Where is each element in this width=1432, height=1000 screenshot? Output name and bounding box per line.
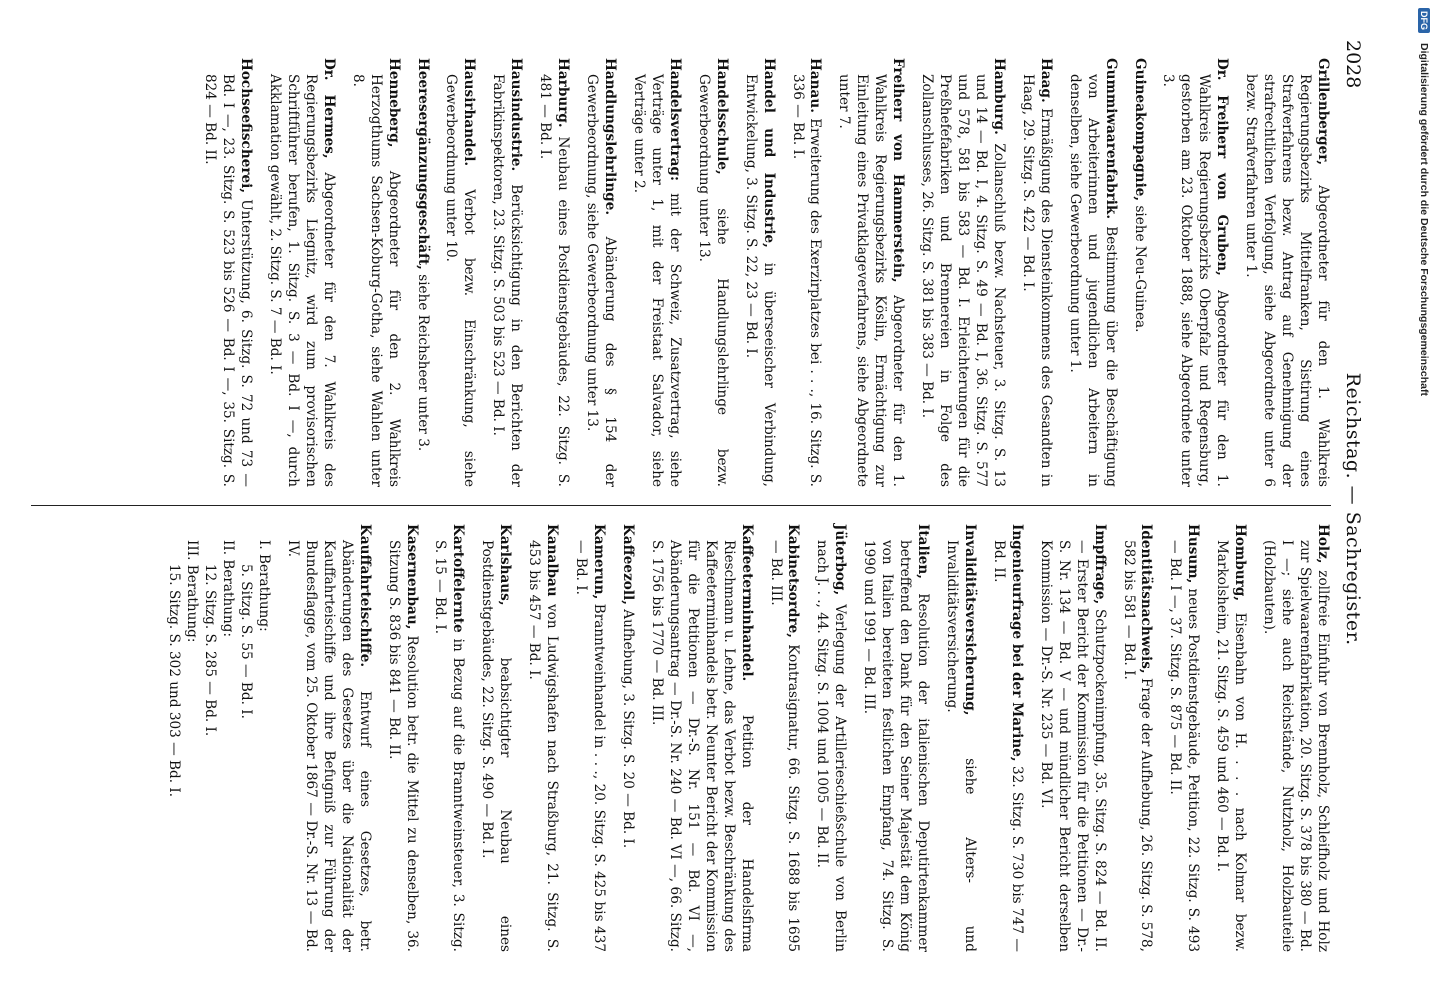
entry-keyword: Italien, (915, 524, 932, 580)
register-entry (431, 524, 467, 952)
register-entry (1212, 524, 1248, 952)
entry-keyword: Harburg. (555, 58, 572, 128)
entry-keyword: Handel und Industrie, (760, 58, 777, 248)
entry-text: Aufhebung, 3. Sitzg. S. 20 — Bd. I. (620, 604, 636, 849)
entry-keyword: Kamerun, (591, 524, 608, 600)
entry-keyword: Handelsvertrag: (666, 58, 683, 181)
register-entry (1130, 58, 1148, 487)
reading-line: I. Berathung: (256, 540, 272, 632)
register-entry (694, 58, 730, 487)
register-entry (348, 58, 402, 487)
register-entry (989, 524, 1025, 952)
register-entry (813, 524, 849, 952)
running-title: Reichstag. — Sachregister. (1342, 372, 1364, 646)
entry-keyword: Kaffeeterminhandel. (738, 524, 755, 682)
entry-keyword: Hausirhandel. (461, 58, 478, 167)
register-entry (741, 58, 777, 487)
reading-line: II. Berathung: (220, 540, 237, 638)
register-entry (477, 524, 513, 952)
entry-keyword: Handlungslehrlinge. (602, 58, 619, 216)
entry-text: Verlegung der Artillerieschießschule von Berlin nach J. . ., 44. Sitzg. S. 1004 und 1005 — Bd. II. (814, 540, 849, 952)
reading-line: 12. Sitzg. S. 285 — Bd. I. (202, 564, 219, 737)
entry-text: Verbot bezw. Einschränkung, siehe Gewerbeordnung unter 10. (443, 74, 478, 487)
page-header (1341, 40, 1382, 970)
reading-line: 15. Sitzg. S. 302 und 303 — Bd. I. (166, 564, 183, 798)
entry-keyword: Hochseefischerei, (238, 58, 255, 194)
entry-text: Neubau eines Postdienstgebäudes, 22. Sitzg. S. 481 — Bd. I. (537, 74, 572, 487)
register-entry (384, 524, 420, 952)
register-entry (488, 58, 524, 487)
entry-text: in Bezug auf die Branntweinsteuer, 3. Sitzg. S. 15 — Bd. I. (432, 540, 467, 952)
register-entry (524, 524, 560, 952)
entry-keyword: Ingenieurfrage bei der Marine, (1008, 524, 1025, 762)
entry-text: Petition der Handelsfirma Rieschmann u. Lehne, das Verbot bezw. Beschränkung des Kaffeeterminhandels betr. Neunter Bericht der Kommission für die Petitionen — Dr.-S. Nr. 151 — Bd. VI —, Abänderungsantrag — Dr.-S. Nr. 240 — Bd. VI —, 66. Sitzg. S. 1756 bis 1770 — Bd. III. (648, 540, 755, 952)
entry-keyword: Husum, (1185, 524, 1202, 584)
entry-text: Abgeordneter für den 1. Wahlkreis Regierungsbezirks Köslin, Ermächtigung zur Einleitung eines Privatklageverfahrens, siehe Abgeordnete unter 7. (836, 74, 907, 488)
entry-text: Abgeordneter für den 1. Wahlkreis Regierungsbezirks Mittelfranken, Sistirung eines Strafverfahrens bezw. Antrag auf Genehmigung der strafrechtlichen Verfolgung, siehe Abgeordnete unter 6 bezw. Strafverfahren unter 1. (1243, 74, 1331, 487)
register-entry (1241, 58, 1331, 487)
entry-text: Bestimmung über die Beschäftigung von Arbeiterinnen und jugendlichen Arbeitern in denselben, siehe Gewerbeordnung unter 1. (1066, 74, 1119, 487)
reading-line: 5. Sitzg. S. 55 — Bd. I. (238, 564, 255, 719)
register-entry (200, 58, 254, 487)
entry-keyword: Dr. Freiherr von Gruben, (1214, 58, 1231, 276)
entry-text: Resolution betr. die Mittel zu denselben, 36. Sitzung S. 836 bis 841 — Bd. II. (385, 540, 420, 952)
entry-keyword: Kasernenbau, (403, 524, 420, 630)
entry-text: siehe Alters- und Invaliditätsversicherung. (944, 540, 978, 952)
entry-keyword: Haag. (1037, 58, 1054, 103)
entry-text: Abänderung des § 154 der Gewerbeordnung, siehe Gewerbeordnung unter 13. (584, 74, 619, 487)
register-entry (413, 58, 431, 487)
entry-keyword: Karlshaus, (497, 524, 514, 606)
entry-text: Schutzpockenimpfung, 35. Sitzg. S. 824 — Bd. II. — Erster Bericht der Kommission für die Petitionen — Dr.-S. Nr. 134 — Bd. V — und mündlicher Bericht derselben Kommission — Dr.-S. Nr. 235 — Bd. VI. (1037, 540, 1108, 952)
dfg-logo: DFG (1418, 8, 1430, 33)
entry-text: Abgeordneter für den 1. Wahlkreis Regierungsbezirks Oberpfalz und Regensburg, gestorben am 23. Oktober 1888, siehe Abgeordnete unter 3. (1160, 74, 1231, 487)
entry-keyword: Kabinetsordre, (785, 524, 802, 639)
reading-line: III. Berathung: (184, 540, 201, 643)
entry-keyword: Kauffahrteischiffe. (356, 524, 373, 668)
entry-keyword: Gummiwaarenfabrik. (1102, 58, 1119, 220)
register-entry (835, 58, 907, 487)
entry-text: siehe Neu-Guinea. (1131, 201, 1148, 333)
entry-text: Entwurf eines Gesetzes, betr. Abänderungen des Gesetzes über die Nationalität der Kauffahrteischiffe und ihre Befugniß zur Führung der Bundesflagge, vom 25. Oktober 1867 — Dr.-S. Nr. 13 — Bd. IV. (284, 540, 373, 952)
register-entry (283, 524, 373, 952)
register-entry (1259, 524, 1331, 952)
register-entry (1166, 524, 1202, 952)
entry-text: siehe Handlungslehrlinge bezw. Gewerbeordnung unter 13. (695, 74, 730, 487)
register-entry (1065, 58, 1119, 487)
entry-keyword: Homburg, (1232, 524, 1249, 602)
left-column (31, 40, 1331, 505)
register-entry (265, 58, 337, 487)
entry-keyword: Kanalbau (544, 524, 561, 597)
entry-text: Zollanschluß bezw. Nachsteuer, 3. Sitzg. S. 13 und 14 — Bd. I, 4. Sitzg. S. 49 — Bd. I, 36. Sitzg. S. 577 und 578, 581 bis 583 — Bd. I. Erleichterungen für die Preßhefefabriken und Brennereien in Folge des Zollanschlusses, 26. Sitzg. S. 381 bis 383 — Bd. I. (919, 74, 1007, 487)
entry-keyword: Identitätsnachweis, (1138, 524, 1155, 674)
entry-text: Abgeordneter für den 7. Wahlkreis des Regierungsbezirks Liegnitz, wird zum provisorischen Schriftführer berufen, 1. Sitzg. S. 3 — Bd. I —, durch Akklamation gewählt, 2. Sitzg. S. 7 — Bd. I. (267, 74, 337, 487)
entry-text: Berücksichtigung in den Berichten der Fabrikinspektoren, 23. Sitzg. S. 503 bis 523 — Bd. I. (490, 74, 525, 487)
entry-text: in überseeischer Verbindung, Entwickelung, 3. Sitzg. S. 22, 23 — Bd. I. (742, 74, 777, 487)
entry-keyword: Invaliditätsversicherung, (962, 524, 978, 716)
register-entry (647, 524, 755, 952)
entry-text: Branntweinhandel in . . ., 20. Sitzg. S. 425 bis 437 — Bd. I. (573, 540, 608, 952)
entry-text: neues Postdienstgebäude, Petition, 22. Sitzg. S. 493 — Bd. I —, 37. Sitzg. S. 875 — Bd. II. (1167, 540, 1202, 952)
entry-text: Erweiterung des Exerzirplatzes bei . . ., 16. Sitzg. S. 336 — Bd. I. (789, 74, 824, 487)
register-entry (788, 58, 824, 487)
entry-text: von Ludwigshafen nach Straßburg, 21. Sitzg. S. 453 bis 457 — Bd. I. (526, 540, 561, 952)
entry-text: Kontrasignatur, 66. Sitzg. S. 1688 bis 1695 — Bd. III. (767, 540, 802, 952)
right-column (31, 505, 1331, 970)
register-entry (1159, 58, 1231, 487)
entry-keyword: Jüterbog, (832, 524, 849, 596)
entry-keyword: Henneberg, (385, 58, 402, 148)
entry-keyword: Heeresergänzungsgeschäft, (414, 58, 431, 270)
register-entry (629, 58, 683, 487)
entry-keyword: Hanau. (807, 58, 824, 113)
register-entry (859, 524, 931, 952)
register-entry (1036, 524, 1108, 952)
entry-text: siehe Reichsheer unter 3. (414, 269, 431, 452)
entry-keyword: Holz, (1315, 524, 1331, 564)
entry-text: Eisenbahn von H. . . . nach Kolmar bezw. Markolsheim, 21. Sitzg. S. 459 und 460 — Bd. I. (1214, 540, 1249, 952)
entry-keyword: Hausindustrie. (508, 58, 525, 172)
register-entry (442, 58, 478, 487)
register-entry (766, 524, 802, 952)
entry-keyword: Grillenberger, (1315, 58, 1331, 166)
entry-keyword: Freiherr von Hammerstein, (890, 58, 907, 283)
register-entry (535, 58, 571, 487)
register-entry (582, 58, 618, 487)
register-entry (1018, 58, 1054, 487)
entry-keyword: Handelsschule, (713, 58, 730, 175)
page-number: 2028 (1342, 40, 1364, 89)
entry-keyword: Guineakompagnie, (1131, 58, 1148, 202)
entry-text: Ermäßigung des Diensteinkommens des Gesandten in Haag, 29. Sitzg. S. 422 — Bd. I. (1019, 74, 1054, 487)
entry-text: Unterstützung, 6. Sitzg. S. 72 und 73 — Bd. I —, 23. Sitzg. S. 523 bis 526 — Bd. I —, 35. Sitzg. S. 824 — Bd. II. (202, 74, 255, 487)
entry-keyword: Kaffeezoll, (620, 524, 636, 605)
entry-keyword: Dr. Hermes, (320, 58, 337, 159)
entry-text: beabsichtigter Neubau eines Postdienstgebäudes, 22. Sitzg. S. 490 — Bd. I. (479, 540, 514, 952)
entry-text: Abgeordneter für den 2. Wahlkreis Herzogthums Sachsen-Koburg-Gotha, siehe Wahlen unter 8. (349, 74, 402, 487)
entry-keyword: Hamburg. (990, 58, 1007, 135)
entry-text: Frage der Aufhebung, 26. Sitzg. S. 578, 582 bis 581 — Bd. I. (1120, 540, 1155, 952)
entry-text: zollfreie Einfuhr von Brennholz, Schleifholz und Holz zur Spielwaarenfabrikation, 20. Sitzg. S. 378 bis 380 — Bd. I —; siehe auch Reichstände, Nutzholz, Holzbauteile (Holzbauten). (1261, 540, 1331, 952)
register-entry (1119, 524, 1155, 952)
digitization-note (1408, 8, 1430, 998)
entry-text: Resolution der italienischen Deputirtenkammer betreffend den Dank für den Seiner Majestät dem König von Italien bereiteten festlichen Empfang, 74. Sitzg. S. 1990 und 1991 — Bd. III. (861, 540, 932, 952)
entry-keyword: Impffrage, (1091, 524, 1108, 605)
register-entry (571, 524, 607, 952)
register-entry (618, 524, 636, 952)
register-entry (917, 58, 1007, 487)
register-entry (942, 524, 978, 952)
entry-text: 32. Sitzg. S. 730 bis 747 — Bd. II. (990, 540, 1025, 952)
entry-text: mit der Schweiz, Zusatzvertrag, siehe Verträge unter 1, mit der Freistaat Salvador, siehe Verträge unter 2. (631, 74, 683, 487)
funding-note: Digitalisierung gefördert durch die Deutsche Forschungsgemeinschaft (1418, 43, 1430, 396)
entry-keyword: Kartoffelernte (450, 524, 467, 633)
